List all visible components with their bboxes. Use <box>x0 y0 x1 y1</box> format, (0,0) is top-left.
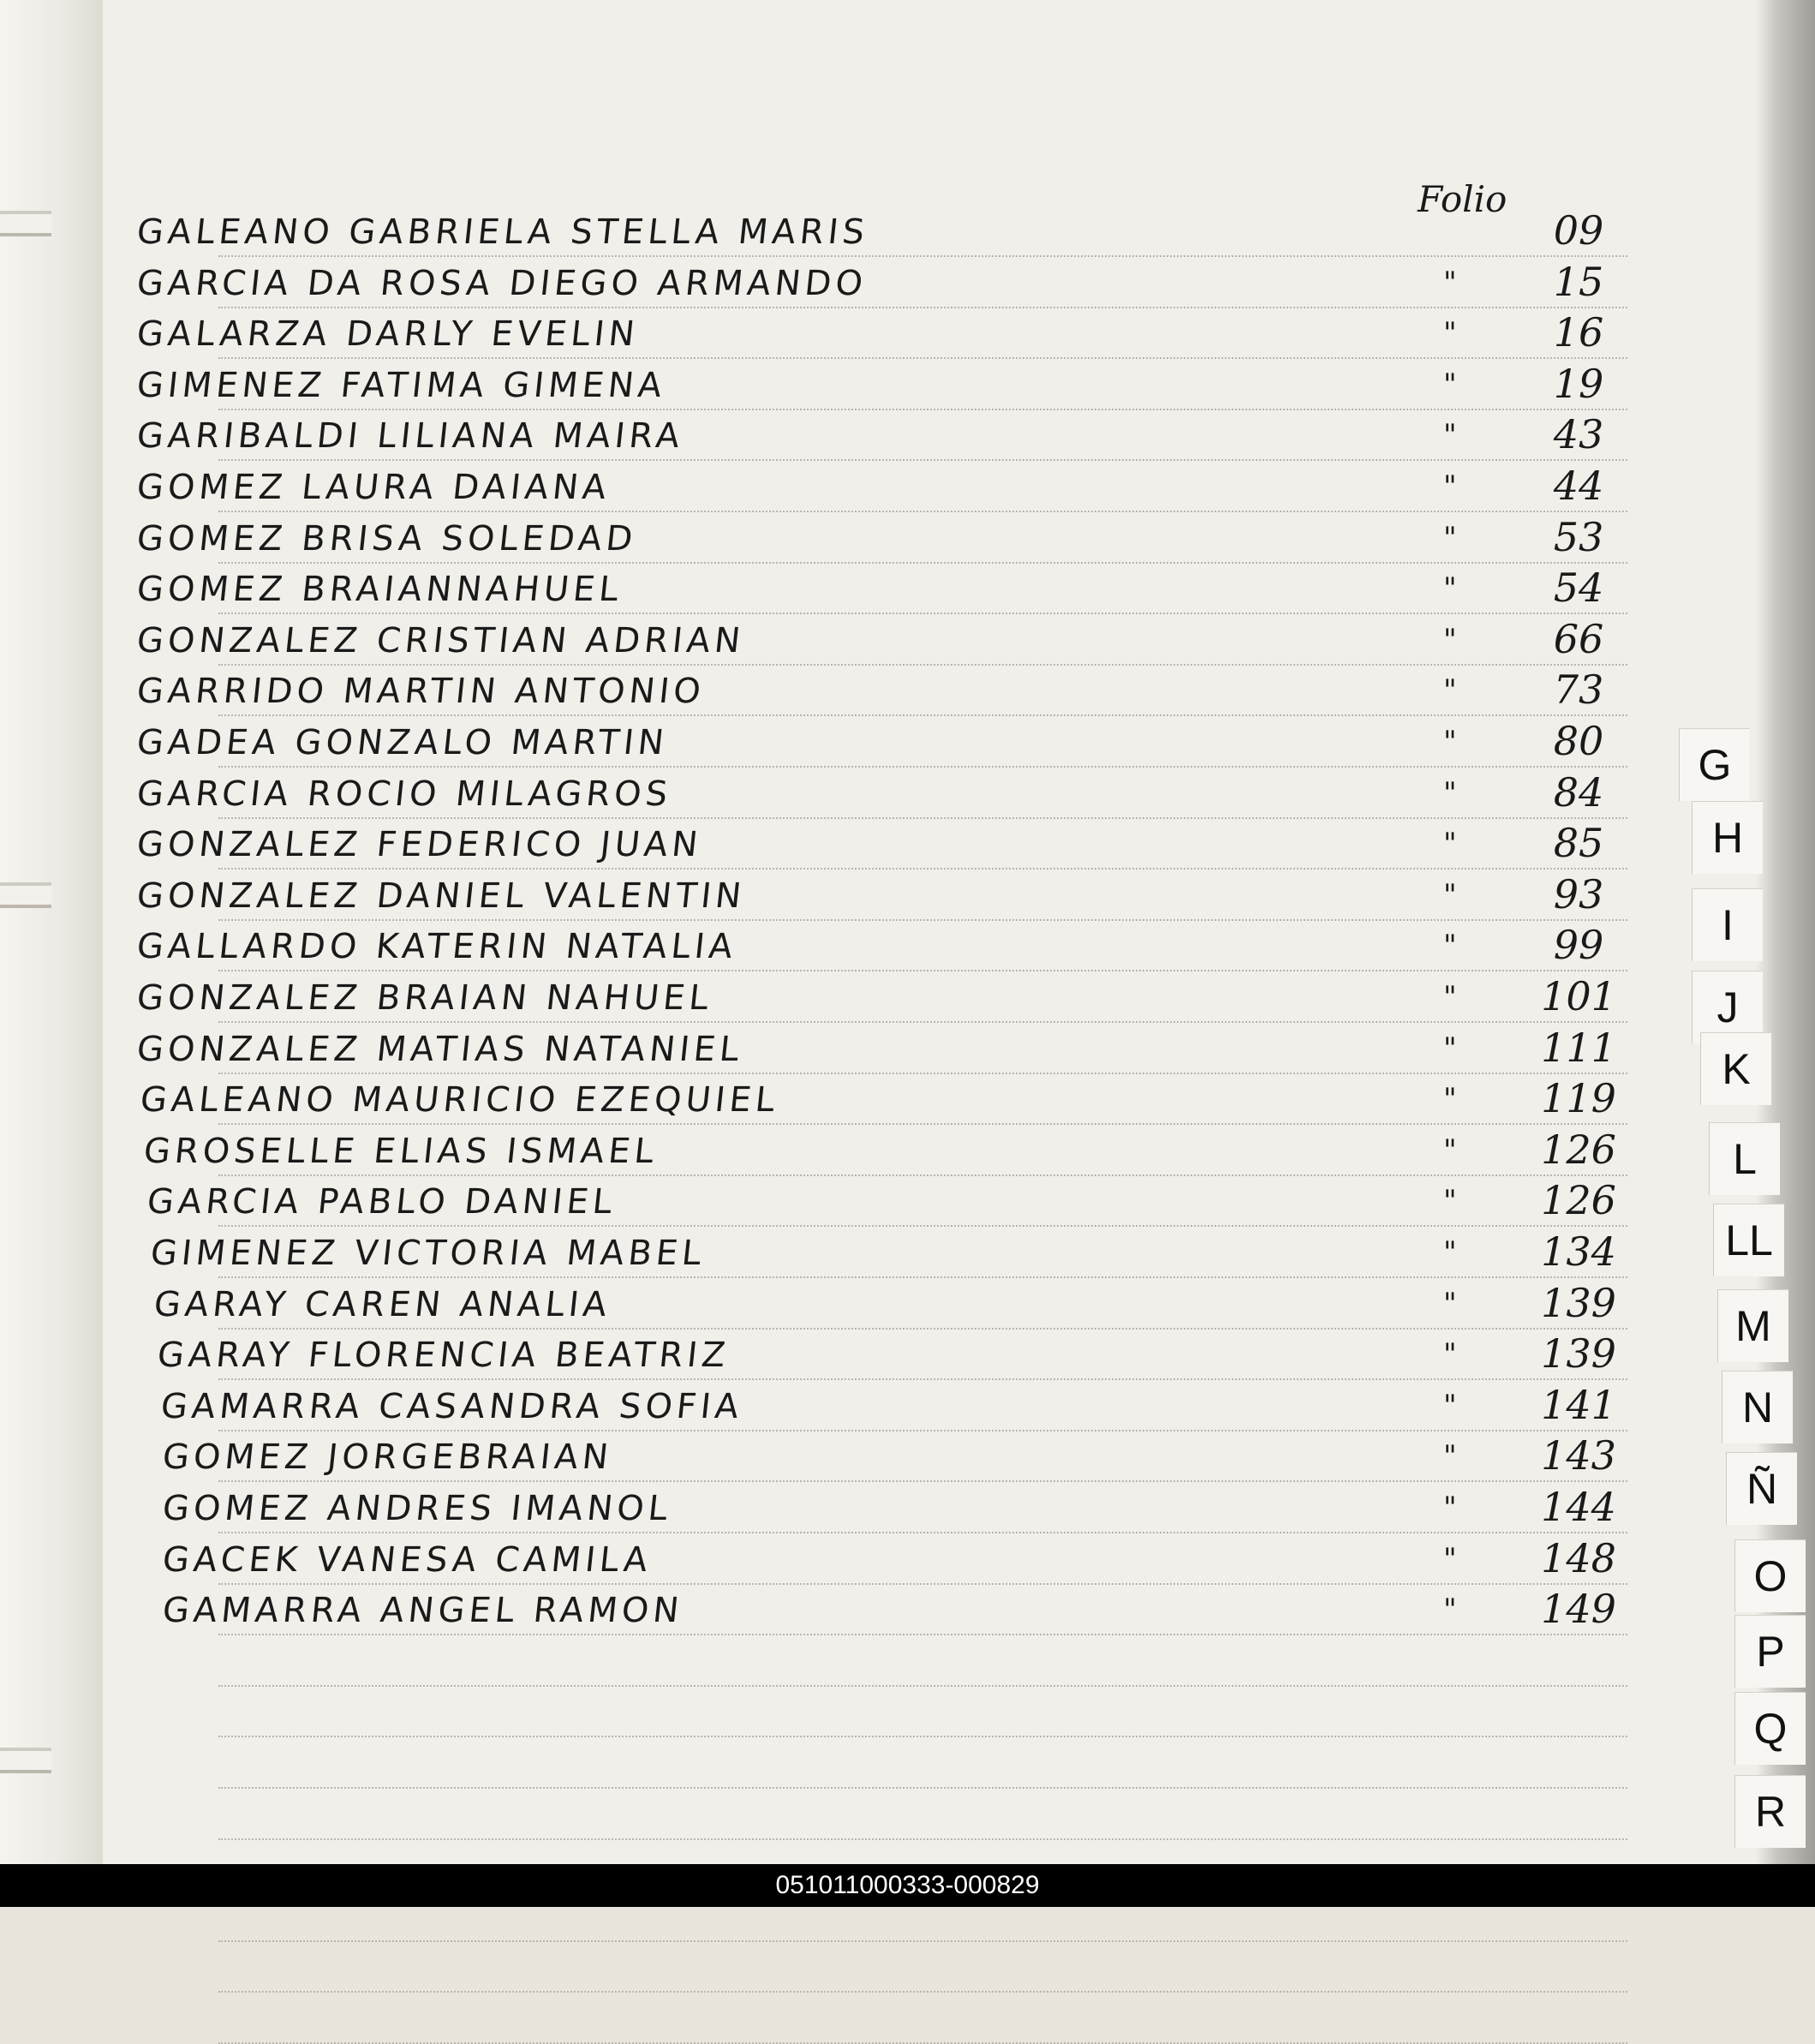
entry-folio-number: 139 <box>1541 1330 1616 1378</box>
ruled-line <box>218 357 1627 359</box>
ditto-mark: " <box>1443 1541 1457 1576</box>
ruled-line <box>218 1583 1627 1585</box>
ledger-entry <box>103 1227 1756 1278</box>
ledger-entry <box>103 971 1756 1023</box>
ditto-mark: " <box>1443 469 1457 504</box>
entry-folio-number: 111 <box>1541 1024 1616 1071</box>
ruled-line <box>218 1838 1627 1840</box>
ledger-entry <box>103 1278 1756 1330</box>
ditto-mark: " <box>1443 980 1457 1014</box>
entry-name: GONZALEZ BRAIAN NAHUEL <box>134 978 715 1018</box>
ruled-line <box>218 1021 1627 1023</box>
entry-name: GAMARRA ANGEL RAMON <box>160 1591 685 1631</box>
ditto-mark: " <box>1443 929 1457 964</box>
entry-name: GIMENEZ VICTORIA MABEL <box>148 1234 707 1273</box>
ruled-line <box>218 1073 1627 1074</box>
entry-name: GIMENEZ FATIMA GIMENA <box>134 365 668 405</box>
ruled-line <box>218 511 1627 512</box>
ditto-mark: " <box>1443 775 1457 810</box>
ledger-entry <box>103 768 1756 819</box>
index-tab-g[interactable]: G <box>1679 728 1750 801</box>
entry-folio-number: 126 <box>1541 1177 1616 1224</box>
ditto-mark: " <box>1443 1491 1457 1525</box>
entry-name: GACEK VANESA CAMILA <box>160 1539 654 1580</box>
entry-folio-number: 44 <box>1553 463 1604 509</box>
entry-folio-number: 80 <box>1553 718 1604 764</box>
document-id-footer: 051011000333-000829 <box>0 1864 1815 1907</box>
ledger-entry <box>103 512 1756 564</box>
index-tab-r[interactable]: R <box>1734 1775 1806 1848</box>
entry-folio-number: 149 <box>1541 1586 1616 1633</box>
ditto-mark: " <box>1443 1593 1457 1628</box>
ruled-line <box>218 868 1627 870</box>
ledger-entry <box>103 257 1756 308</box>
entry-name: GARAY CAREN ANALIA <box>152 1284 613 1324</box>
ledger-entry <box>103 614 1756 666</box>
ditto-mark: " <box>1443 571 1457 607</box>
ledger-entry <box>103 1125 1756 1176</box>
entry-folio-number: 119 <box>1541 1075 1616 1122</box>
entry-folio-number: 139 <box>1541 1279 1616 1326</box>
index-tab-h[interactable]: H <box>1692 801 1763 874</box>
ledger-entry <box>103 206 1756 257</box>
ruled-line <box>218 1225 1627 1227</box>
index-tab-n[interactable]: N <box>1722 1371 1793 1443</box>
ledger-entry <box>103 870 1756 921</box>
ledger-entry <box>103 1482 1756 1533</box>
entry-folio-number: 16 <box>1553 309 1604 356</box>
entry-name: GOMEZ ANDRES IMANOL <box>160 1489 674 1528</box>
ledger-entry <box>103 1023 1756 1074</box>
entry-folio-number: 15 <box>1553 258 1604 305</box>
ditto-mark: " <box>1443 265 1457 300</box>
entry-name: GAMARRA CASANDRA SOFIA <box>158 1386 745 1426</box>
index-tab-l[interactable]: L <box>1709 1122 1780 1195</box>
ledger-page <box>103 0 1756 1864</box>
index-tab-o[interactable]: O <box>1734 1539 1806 1612</box>
ruled-line <box>218 562 1627 564</box>
ledger-entry <box>103 665 1756 716</box>
ledger-entry <box>103 563 1756 614</box>
ledger-entry <box>103 818 1756 870</box>
ditto-mark: " <box>1443 1337 1457 1372</box>
entry-folio-number: 84 <box>1553 768 1604 816</box>
ruled-line <box>218 1940 1627 1942</box>
ditto-mark: " <box>1443 673 1457 708</box>
entry-name: GARCIA ROCIO MILAGROS <box>134 774 674 814</box>
ditto-mark: " <box>1443 622 1457 657</box>
entry-name: GOMEZ BRISA SOLEDAD <box>134 518 639 559</box>
entry-folio-number: 43 <box>1553 411 1604 458</box>
ruled-line <box>218 1328 1627 1330</box>
ditto-mark: " <box>1443 520 1457 555</box>
entry-folio-number: 144 <box>1541 1484 1616 1530</box>
ruled-line <box>218 255 1627 257</box>
ditto-mark: " <box>1443 1133 1457 1168</box>
ledger-entry <box>103 1380 1756 1431</box>
index-tab-k[interactable]: K <box>1700 1032 1771 1105</box>
ruled-line <box>218 1685 1627 1687</box>
ruled-line <box>218 1532 1627 1533</box>
ruled-line <box>218 664 1627 666</box>
entry-name: GOMEZ BRAIANNAHUEL <box>134 570 625 610</box>
binder-strip <box>0 0 105 1864</box>
ditto-mark: " <box>1443 1184 1457 1219</box>
ruled-line <box>218 1480 1627 1482</box>
ruled-line <box>218 1991 1627 1993</box>
entry-name: GALEANO MAURICIO EZEQUIEL <box>138 1080 781 1121</box>
index-tab-i[interactable]: I <box>1692 888 1763 961</box>
ledger-entry <box>103 1533 1756 1585</box>
ditto-mark: " <box>1443 1082 1457 1117</box>
ruled-line <box>218 1736 1627 1737</box>
ruled-line <box>218 1787 1627 1789</box>
ruled-line <box>218 1430 1627 1431</box>
ledger-entry <box>103 1431 1756 1482</box>
ditto-mark: " <box>1443 316 1457 351</box>
ruled-line <box>218 970 1627 971</box>
index-tab-ñ[interactable]: Ñ <box>1726 1452 1797 1525</box>
ditto-mark: " <box>1443 827 1457 862</box>
ditto-mark: " <box>1443 725 1457 759</box>
ruled-line <box>218 409 1627 410</box>
entry-folio-number: 53 <box>1553 513 1604 560</box>
entry-name: GONZALEZ DANIEL VALENTIN <box>134 876 748 916</box>
entry-name: GROSELLE ELIAS ISMAEL <box>141 1131 660 1171</box>
entry-folio-number: 85 <box>1553 820 1604 867</box>
ledger-entry <box>103 1073 1756 1125</box>
index-tab-q[interactable]: Q <box>1734 1692 1806 1765</box>
ruled-line <box>218 307 1627 308</box>
index-tab-m[interactable]: M <box>1717 1289 1788 1362</box>
entry-folio-number: 141 <box>1541 1381 1616 1428</box>
ditto-mark: " <box>1443 1439 1457 1474</box>
ledger-entry <box>103 308 1756 359</box>
ditto-mark: " <box>1443 1388 1457 1423</box>
entry-name: GALLARDO KATERIN NATALIA <box>134 927 739 967</box>
entry-folio-number: 66 <box>1553 615 1604 662</box>
entry-name: GARCIA DA ROSA DIEGO ARMANDO <box>134 263 869 303</box>
ledger-entry <box>103 359 1756 410</box>
entry-folio-number: 148 <box>1541 1534 1616 1581</box>
entry-name: GOMEZ LAURA DAIANA <box>134 468 612 507</box>
ledger-entry <box>103 716 1756 768</box>
entry-name: GOMEZ JORGEBRAIAN <box>160 1437 615 1478</box>
binder-ring <box>0 211 51 236</box>
ruled-line <box>218 1174 1627 1176</box>
entry-folio-number: 54 <box>1553 565 1604 612</box>
entry-name: GONZALEZ FEDERICO JUAN <box>134 825 704 865</box>
index-tab-ll[interactable]: LL <box>1713 1204 1784 1276</box>
entry-folio-number: 19 <box>1553 360 1604 407</box>
ledger-entry <box>103 1175 1756 1227</box>
entry-name: GADEA GONZALO MARTIN <box>134 723 671 762</box>
ditto-mark: " <box>1443 1031 1457 1066</box>
ledger-entry <box>103 920 1756 971</box>
ruled-line <box>218 714 1627 716</box>
entry-name: GARIBALDI LILIANA MAIRA <box>134 416 686 457</box>
entry-name: GARCIA PABLO DANIEL <box>145 1182 618 1222</box>
ditto-mark: " <box>1443 367 1457 402</box>
entry-folio-number: 93 <box>1553 870 1604 917</box>
ruled-line <box>218 1634 1627 1635</box>
entry-folio-number: 73 <box>1553 666 1604 714</box>
folio-header: Folio <box>1418 178 1508 220</box>
index-tab-j[interactable]: J <box>1692 971 1763 1043</box>
entry-name: GONZALEZ CRISTIAN ADRIAN <box>134 620 747 660</box>
ruled-line <box>218 766 1627 768</box>
ditto-mark: " <box>1443 1286 1457 1321</box>
entry-name: GONZALEZ MATIAS NATANIEL <box>134 1029 745 1069</box>
entry-name: GARAY FLORENCIA BEATRIZ <box>155 1336 731 1376</box>
index-tab-p[interactable]: P <box>1734 1615 1806 1688</box>
ledger-entry <box>103 1329 1756 1380</box>
ruled-line <box>218 817 1627 819</box>
entry-folio-number: 101 <box>1541 973 1616 1019</box>
ruled-line <box>218 613 1627 614</box>
entry-folio-number: 126 <box>1541 1126 1616 1173</box>
binder-ring <box>0 1748 51 1773</box>
ditto-mark: " <box>1443 418 1457 453</box>
ruled-line <box>218 459 1627 461</box>
ruled-line <box>218 919 1627 921</box>
entry-folio-number: 09 <box>1553 207 1604 254</box>
entry-name: GARRIDO MARTIN ANTONIO <box>134 672 707 712</box>
ruled-line <box>218 1276 1627 1278</box>
entry-name: GALEANO GABRIELA STELLA MARIS <box>134 212 871 252</box>
entry-name: GALARZA DARLY EVELIN <box>134 314 641 355</box>
ditto-mark: " <box>1443 1235 1457 1270</box>
ledger-entry <box>103 409 1756 461</box>
ledger-entry <box>103 1584 1756 1635</box>
binder-ring <box>0 882 51 908</box>
entry-folio-number: 134 <box>1541 1228 1616 1275</box>
ruled-line <box>218 1123 1627 1125</box>
ditto-mark: " <box>1443 877 1457 912</box>
entry-folio-number: 99 <box>1553 922 1604 969</box>
ruled-line <box>218 1378 1627 1380</box>
entry-folio-number: 143 <box>1541 1432 1616 1479</box>
ledger-entry <box>103 461 1756 512</box>
